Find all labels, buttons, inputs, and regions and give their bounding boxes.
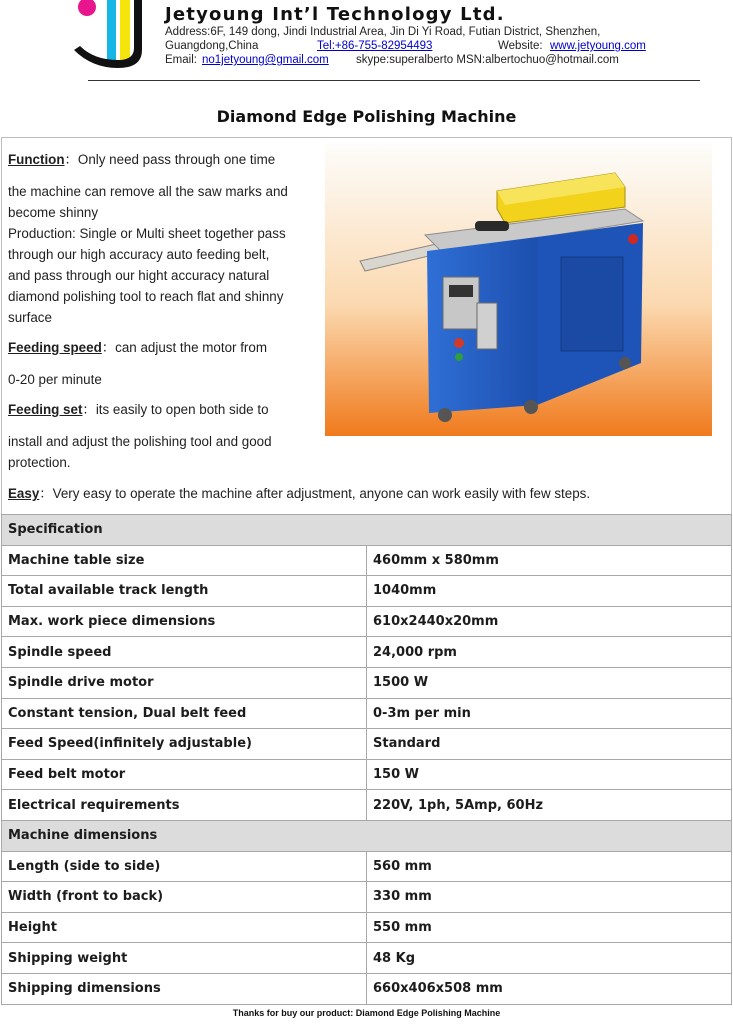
spec-key: Electrical requirements bbox=[2, 790, 367, 821]
spec-key: Length (side to side) bbox=[2, 851, 367, 882]
spec-value: 610x2440x20mm bbox=[367, 606, 732, 637]
table-row bbox=[2, 698, 732, 729]
easy-text: Very easy to operate the machine after adjustment, anyone can work easily with few steps. bbox=[52, 486, 591, 501]
spec-key: Machine table size bbox=[2, 545, 367, 576]
company-logo bbox=[70, 0, 160, 70]
company-name: Jetyoung Int’l Technology Ltd. bbox=[165, 4, 505, 25]
table-row bbox=[2, 667, 732, 698]
colon: ： bbox=[39, 486, 53, 501]
easy-line bbox=[8, 483, 728, 504]
table-row bbox=[2, 882, 732, 913]
spec-value: 560 mm bbox=[367, 851, 732, 882]
document-title: Diamond Edge Polishing Machine bbox=[216, 107, 517, 126]
table-row bbox=[2, 973, 732, 1004]
email-label: Email: bbox=[165, 54, 197, 66]
letterhead bbox=[0, 0, 733, 80]
table-row bbox=[2, 637, 732, 668]
spec-key: Feed Speed(infinitely adjustable) bbox=[2, 729, 367, 760]
spec-value: 550 mm bbox=[367, 912, 732, 943]
table-row bbox=[2, 576, 732, 607]
machine-photo bbox=[325, 143, 712, 436]
function-term: Function bbox=[8, 152, 65, 167]
table-row bbox=[2, 545, 732, 576]
spec-value: 0-3m per min bbox=[367, 698, 732, 729]
feeding-speed-text: can adjust the motor from bbox=[115, 340, 267, 355]
feeding-speed-term: Feeding speed bbox=[8, 340, 102, 355]
spec-value: 330 mm bbox=[367, 882, 732, 913]
spec-value: 1040mm bbox=[367, 576, 732, 607]
spec-table bbox=[1, 514, 732, 1005]
website-link[interactable]: www.jetyoung.com bbox=[550, 40, 646, 52]
colon: ： bbox=[82, 402, 96, 417]
spec-value: 220V, 1ph, 5Amp, 60Hz bbox=[367, 790, 732, 821]
spec-value: Standard bbox=[367, 729, 732, 760]
spec-key: Spindle drive motor bbox=[2, 667, 367, 698]
function-text-2: the machine can remove all the saw marks and bbox=[8, 184, 288, 199]
spec-value: 48 Kg bbox=[367, 943, 732, 974]
phone-link[interactable]: Tel:+86-755-82954493 bbox=[317, 40, 433, 52]
spec-section-row bbox=[2, 820, 732, 851]
spec-key: Max. work piece dimensions bbox=[2, 606, 367, 637]
table-row bbox=[2, 851, 732, 882]
spec-section-title: Specification bbox=[2, 515, 732, 546]
spec-value: 24,000 rpm bbox=[367, 637, 732, 668]
address-city: Guangdong,China bbox=[165, 40, 259, 52]
table-row bbox=[2, 943, 732, 974]
table-row bbox=[2, 729, 732, 760]
production-line-1: Production: Single or Multi sheet together pass bbox=[8, 226, 286, 241]
spec-key: Feed belt motor bbox=[2, 759, 367, 790]
logo-yellow-bar bbox=[120, 0, 130, 62]
spec-key: Constant tension, Dual belt feed bbox=[2, 698, 367, 729]
spec-key: Shipping dimensions bbox=[2, 973, 367, 1004]
table-row bbox=[2, 759, 732, 790]
colon: ： bbox=[64, 152, 78, 167]
footer-note: Thanks for buy our product: Diamond Edge Polishing Machine bbox=[232, 1008, 501, 1018]
email-link[interactable]: no1jetyoung@gmail.com bbox=[202, 54, 329, 66]
function-text-3: become shinny bbox=[8, 205, 99, 220]
spec-key: Total available track length bbox=[2, 576, 367, 607]
spec-section-row bbox=[2, 515, 732, 546]
spec-key: Spindle speed bbox=[2, 637, 367, 668]
function-line bbox=[8, 149, 328, 170]
spec-key: Width (front to back) bbox=[2, 882, 367, 913]
production-line-3: and pass through our hight accuracy natural bbox=[8, 268, 270, 283]
logo-magenta-dot bbox=[78, 0, 96, 16]
spec-value: 460mm x 580mm bbox=[367, 545, 732, 576]
logo-cyan-bar bbox=[107, 0, 116, 62]
spec-key: Shipping weight bbox=[2, 943, 367, 974]
feeding-speed-line bbox=[8, 337, 328, 358]
table-row bbox=[2, 912, 732, 943]
spec-section-title: Machine dimensions bbox=[2, 820, 732, 851]
feeding-set-term: Feeding set bbox=[8, 402, 83, 417]
table-row bbox=[2, 790, 732, 821]
feeding-set-text-3: protection. bbox=[8, 455, 71, 470]
production-line-5: surface bbox=[8, 310, 52, 325]
spec-key: Height bbox=[2, 912, 367, 943]
function-text: Only need pass through one time bbox=[77, 152, 276, 167]
table-row bbox=[2, 606, 732, 637]
address-line: Address:6F, 149 dong, Jindi Industrial Area, Jin Di Yi Road, Futian District, Shenzhen, bbox=[165, 26, 601, 38]
skype-msn: skype:superalberto MSN:albertochuo@hotmail.com bbox=[356, 54, 619, 66]
spec-value: 1500 W bbox=[367, 667, 732, 698]
feeding-speed-text-2: 0-20 per minute bbox=[8, 372, 102, 387]
feeding-set-text-2: install and adjust the polishing tool and good bbox=[8, 434, 272, 449]
easy-term: Easy bbox=[8, 486, 40, 501]
feeding-set-line bbox=[8, 399, 328, 420]
spec-value: 150 W bbox=[367, 759, 732, 790]
feeding-set-text: its easily to open both side to bbox=[95, 402, 269, 417]
production-line-4: diamond polishing tool to reach flat and shinny bbox=[8, 289, 284, 304]
production-line-2: through our high accuracy auto feeding belt, bbox=[8, 247, 270, 262]
header-divider bbox=[88, 80, 700, 81]
colon: ： bbox=[101, 340, 116, 355]
spec-value: 660x406x508 mm bbox=[367, 973, 732, 1004]
website-label: Website: bbox=[498, 40, 543, 52]
